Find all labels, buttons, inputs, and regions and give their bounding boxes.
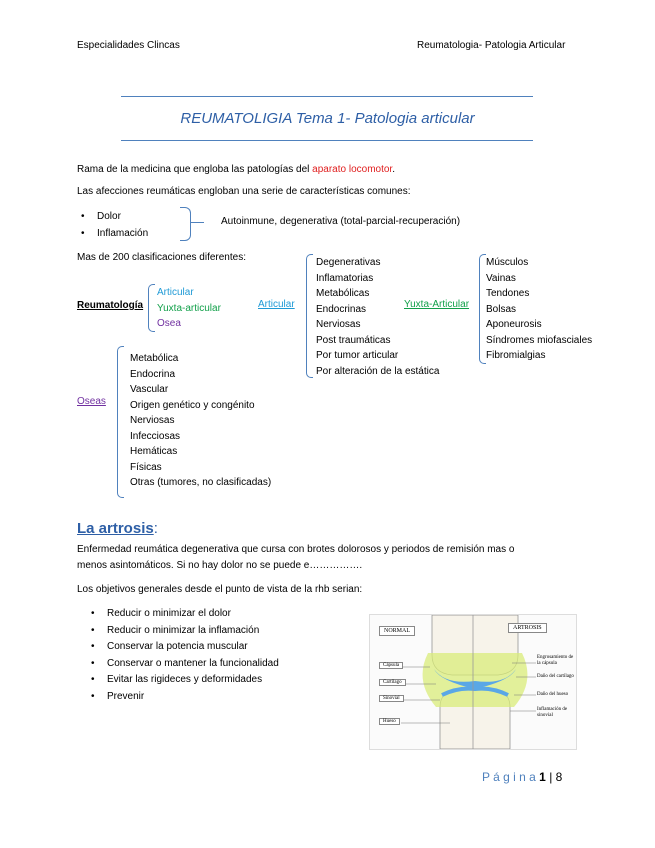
yuxta-item: Aponeurosis (486, 319, 542, 330)
goal-item: • Reducir o minimizar el dolor (87, 606, 279, 623)
articular-item: Post traumáticas (316, 334, 391, 346)
rama-prefix: Rama de la medicina que engloba las patologías del (77, 164, 313, 175)
figure-label: Hueso (379, 718, 400, 725)
classif-heading: Mas de 200 clasificaciones diferentes: (77, 252, 246, 263)
yuxta-item: Músculos (486, 257, 529, 268)
common-item: • Dolor (77, 209, 187, 226)
footer-pagina: P á g i n a (482, 770, 536, 784)
figure-label: Inflamación de sinovial (537, 707, 568, 718)
figure-label: Cartílago (379, 679, 406, 686)
oseas-list (130, 351, 271, 491)
artrosis-desc-1: Enfermedad reumática degenerativa que cursa con brotes dolorosos y periodos de remisión mas o (77, 544, 515, 555)
reuma-types (157, 285, 221, 332)
footer-page-number: 1 (539, 770, 546, 784)
page-footer (482, 770, 562, 784)
articular-item: Por tumor articular (316, 350, 399, 361)
yuxta-item: Vainas (486, 272, 516, 284)
artrosis-heading: La artrosis (77, 520, 154, 537)
oseas-item: Físicas (130, 461, 162, 473)
articular-link[interactable]: Articular (258, 299, 295, 310)
oseas-item: Hemáticas (130, 446, 178, 457)
rama-highlight: aparato locomotor (312, 164, 393, 175)
articular-item: Degenerativas (316, 257, 381, 268)
yuxta-link[interactable]: Yuxta-Articular (404, 299, 470, 310)
articular-list (316, 255, 439, 379)
reuma-label: Reumatología (77, 300, 144, 311)
figure-label: Daño del hueso (537, 692, 569, 697)
yuxta-brace (479, 254, 486, 364)
oseas-item: Otras (tumores, no clasificadas) (130, 477, 272, 488)
afecciones-text: Las afecciones reumáticas engloban una serie de características comunes: (77, 186, 411, 197)
type-yuxta: Yuxta-articular (157, 302, 221, 314)
oseas-item: Infecciosas (130, 430, 181, 442)
goal-item: • Prevenir (87, 689, 279, 706)
oseas-item: Origen genético y congénito (130, 399, 255, 411)
figure-right-title: ARTROSIS (508, 623, 547, 633)
common-item: • Inflamación (77, 226, 187, 243)
oseas-brace (117, 346, 124, 498)
articular-brace (306, 254, 313, 378)
goal-item: • Evitar las rigideces y deformidades (87, 672, 279, 689)
articular-item: Por alteración de la estática (316, 365, 440, 377)
knee-figure (369, 614, 577, 750)
goal-item: • Conservar la potencia muscular (87, 639, 279, 656)
articular-item: Metabólicas (316, 288, 370, 299)
articular-item: Endocrinas (316, 303, 367, 315)
yuxta-item: Bolsas (486, 303, 517, 315)
title-rule-top (121, 96, 533, 97)
yuxta-item: Fibromialgias (486, 350, 546, 361)
reuma-brace (148, 284, 155, 332)
oseas-item: Metabólica (130, 353, 179, 364)
figure-label: Cápsula (379, 662, 403, 669)
goals-list (87, 606, 279, 705)
common-brace (180, 207, 191, 241)
figure-label: Sinovial (379, 695, 404, 702)
oseas-link[interactable]: Oseas (77, 396, 106, 407)
type-osea: Osea (157, 318, 181, 329)
objetivos-text: Los objetivos generales desde el punto de vista de la rhb serian: (77, 584, 363, 595)
oseas-item: Endocrina (130, 368, 176, 380)
common-connector (190, 222, 204, 223)
yuxta-list (486, 255, 592, 364)
yuxta-item: Tendones (486, 288, 530, 299)
title-rule-bottom (121, 140, 533, 141)
type-articular: Articular (157, 287, 194, 298)
yuxta-item: Síndromes miofasciales (486, 334, 593, 346)
rama-text (77, 164, 395, 175)
artrosis-desc-2: menos asintomáticos. Si no hay dolor no se puede e……………. (77, 560, 363, 571)
figure-label: Engrosamiento de la cápsula (537, 655, 574, 666)
artrosis-colon: : (153, 520, 158, 537)
articular-item: Nerviosas (316, 319, 361, 330)
common-list (77, 209, 187, 242)
rama-suffix: . (392, 164, 395, 175)
footer-total: 8 (555, 770, 563, 784)
header-left: Especialidades Clincas (77, 40, 180, 51)
oseas-item: Nerviosas (130, 415, 175, 426)
footer-sep: | (545, 770, 556, 784)
header-right: Reumatologia- Patologia Articular (417, 40, 566, 51)
artrosis-heading-wrap (77, 520, 158, 538)
articular-item: Inflamatorias (316, 272, 374, 284)
figure-left-title: NORMAL (379, 626, 415, 636)
goal-item: • Conservar o mantener la funcionalidad (87, 656, 279, 673)
common-note: Autoinmune, degenerativa (total-parcial-recuperación) (221, 216, 461, 227)
oseas-item: Vascular (130, 384, 169, 395)
goal-item: • Reducir o minimizar la inflamación (87, 623, 279, 640)
figure-label: Daño del cartílago (537, 674, 574, 679)
page-title: REUMATOLIGIA Tema 1- Patologia articular (180, 110, 475, 127)
